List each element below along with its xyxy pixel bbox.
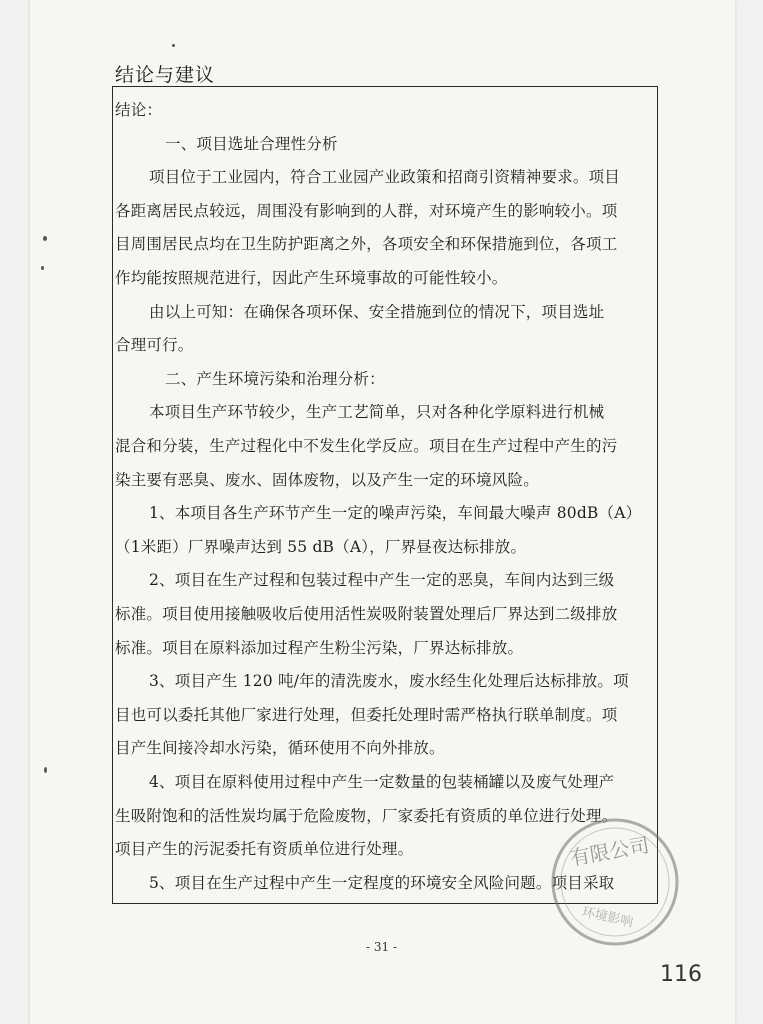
text-line: 本项目生产环节较少，生产工艺简单，只对各种化学原料进行机械 (149, 403, 605, 422)
text-line: 各距离居民点较远，周围没有影响到的人群，对环境产生的影响较小。项 (115, 201, 618, 220)
page-number: - 31 - (365, 940, 397, 954)
text-line: 混合和分装，生产过程化中不发生化学反应。项目在生产过程中产生的污 (115, 437, 618, 455)
text-line: 合理可行。 (115, 336, 194, 355)
scan-speck (44, 767, 47, 773)
text-line: 结论： (115, 101, 163, 119)
text-line: 目产生间接冷却水污染，循环使用不向外排放。 (115, 739, 445, 758)
text-line: 项目产生的污泥委托有资质单位进行处理。 (115, 840, 414, 859)
text-line: 标准。项目使用接触吸收后使用活性炭吸附装置处理后厂界达到二级排放 (115, 605, 618, 623)
scan-speck (172, 44, 175, 47)
text-line: 生吸附饱和的活性炭均属于危险废物，厂家委托有资质的单位进行处理。 (115, 806, 618, 825)
text-line: 项目位于工业园内，符合工业园产业政策和招商引资精神要求。项目 (149, 168, 621, 187)
svg-text:环境影响: 环境影响 (580, 904, 635, 931)
text-line: 一、项目选址合理性分析 (165, 134, 338, 153)
text-line: 染主要有恶臭、废水、固体废物，以及产生一定的环境风险。 (115, 470, 539, 489)
conclusion-box (112, 86, 658, 904)
text-line: 5、项目在生产过程中产生一定程度的环境安全风险问题。项目采取 (149, 873, 615, 892)
text-line: 标准。项目在原料添加过程产生粉尘污染，厂界达标排放。 (115, 638, 524, 657)
company-seal (545, 812, 685, 952)
text-line: 2、项目在生产过程和包装过程中产生一定的恶臭，车间内达到三级 (149, 571, 615, 590)
handwritten-page-number: 116 (660, 962, 702, 987)
text-line: 由以上可知：在确保各项环保、安全措施到位的情况下，项目选址 (149, 302, 605, 321)
text-line: 目也可以委托其他厂家进行处理，但委托处理时需严格执行联单制度。项 (115, 705, 618, 724)
text-line: 1、本项目各生产环节产生一定的噪声污染，车间最大噪声 80dB（A） (149, 504, 642, 523)
text-line: 4、项目在原料使用过程中产生一定数量的包装桶罐以及废气处理产 (149, 773, 615, 791)
text-line: 二、产生环境污染和治理分析： (165, 369, 385, 388)
text-line: 3、项目产生 120 吨/年的清洗废水，废水经生化处理后达标排放。项 (149, 672, 629, 691)
scan-speck (41, 266, 44, 270)
text-line: 目周围居民点均在卫生防护距离之外，各项安全和环保措施到位，各项工 (115, 235, 618, 254)
section-title: 结论与建议 (115, 64, 216, 86)
text-line: 作均能按照规范进行，因此产生环境事故的可能性较小。 (115, 269, 508, 287)
text-line: （1米距）厂界噪声达到 55 dB（A），厂界昼夜达标排放。 (115, 537, 527, 556)
svg-text:有限公司: 有限公司 (568, 832, 652, 871)
scan-speck (43, 236, 47, 241)
